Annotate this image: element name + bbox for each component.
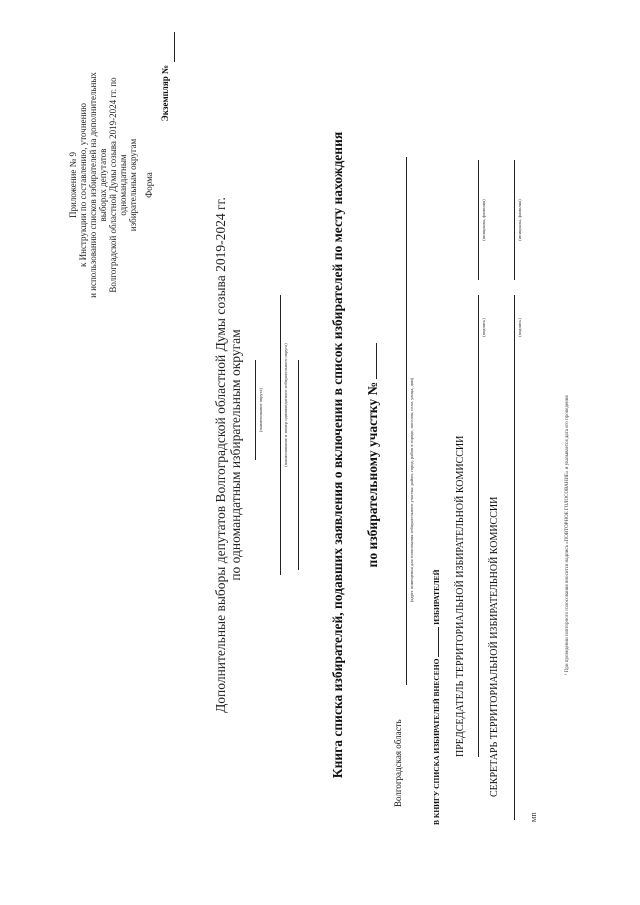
region-address-line bbox=[406, 157, 407, 685]
region-address-caption: (адрес помещения для голосования избирательного участка: район, город, район в городе, поселок, село, улица, дом) bbox=[409, 377, 414, 603]
chair-signature-line bbox=[478, 295, 479, 360]
appendix-number: Приложение № 9 bbox=[68, 152, 78, 218]
district-number-caption: (наименование и номер одномандатного избирательного округа) bbox=[283, 343, 288, 467]
secretary-name-line bbox=[514, 160, 515, 280]
book-title-line-2 bbox=[365, 65, 380, 845]
election-title bbox=[213, 155, 243, 755]
entered-voters-count-field bbox=[430, 627, 439, 657]
precinct-number-field bbox=[365, 343, 377, 379]
footnote: ¹ При проведении повторного голосования вносится надпись «ПОВТОРНОЕ ГОЛОСОВАНИЕ» и указывается дата его проведения bbox=[565, 395, 570, 675]
copy-number-line bbox=[174, 32, 175, 62]
entered-voters-row bbox=[430, 425, 442, 825]
secretary-signature-line bbox=[514, 295, 515, 360]
election-title-line-1: Дополнительные выборы депутатов Волгоградской областной Думы созыва 2019-2024 гг. bbox=[213, 197, 228, 713]
header-line-4: избирательным округам bbox=[128, 138, 138, 232]
entered-voters-suffix: ИЗБИРАТЕЛЕЙ bbox=[432, 569, 441, 625]
secretary-signature-caption: (подпись) bbox=[517, 318, 522, 337]
chair-signature-caption: (подпись) bbox=[481, 318, 486, 337]
district-name-line bbox=[255, 360, 256, 460]
chair-divider-line bbox=[478, 357, 479, 757]
chair-name-caption: (инициалы, фамилия) bbox=[481, 199, 486, 241]
book-title-line-1: Книга списка избирателей, подавших заявления о включении в список избирателей по месту нахождения bbox=[330, 131, 345, 779]
book-title bbox=[330, 65, 380, 845]
district-name-caption: (наименование округа) bbox=[258, 387, 263, 433]
entered-voters-prefix: В КНИГУ СПИСКА ИЗБИРАТЕЛЕЙ ВНЕСЕНО bbox=[432, 658, 441, 825]
election-title-line-2: по одномандатным избирательным округам bbox=[228, 329, 243, 581]
secretary-divider-line bbox=[514, 360, 515, 820]
secretary-name-caption: (инициалы, фамилия) bbox=[517, 199, 522, 241]
district-number-line bbox=[280, 295, 281, 575]
chair-label: ПРЕДСЕДАТЕЛЬ ТЕРРИТОРИАЛЬНОЙ ИЗБИРАТЕЛЬНОЙ КОМИССИИ bbox=[455, 435, 466, 757]
header-line-1: к Инструкции по составлению, уточнению bbox=[78, 103, 88, 267]
region-label: Волгоградская область bbox=[393, 719, 403, 807]
secretary-label: СЕКРЕТАРЬ ТЕРРИТОРИАЛЬНОЙ ИЗБИРАТЕЛЬНОЙ КОМИССИИ bbox=[489, 496, 500, 797]
form-label: Форма bbox=[144, 172, 154, 198]
stamp-label: МП bbox=[532, 812, 538, 822]
district-number-line-2 bbox=[298, 360, 299, 570]
copy-number-label: Экземпляр № bbox=[160, 65, 170, 122]
header-line-2: и использованию списков избирателей на дополнительных выборах депутатов bbox=[88, 72, 108, 298]
header-line-3: Волгоградской областной Думы созыва 2019-2024 гг. по одномандатным bbox=[108, 77, 128, 293]
header-block bbox=[68, 55, 154, 315]
chair-name-line bbox=[478, 160, 479, 280]
precinct-label: по избирательному участку № bbox=[365, 381, 380, 568]
